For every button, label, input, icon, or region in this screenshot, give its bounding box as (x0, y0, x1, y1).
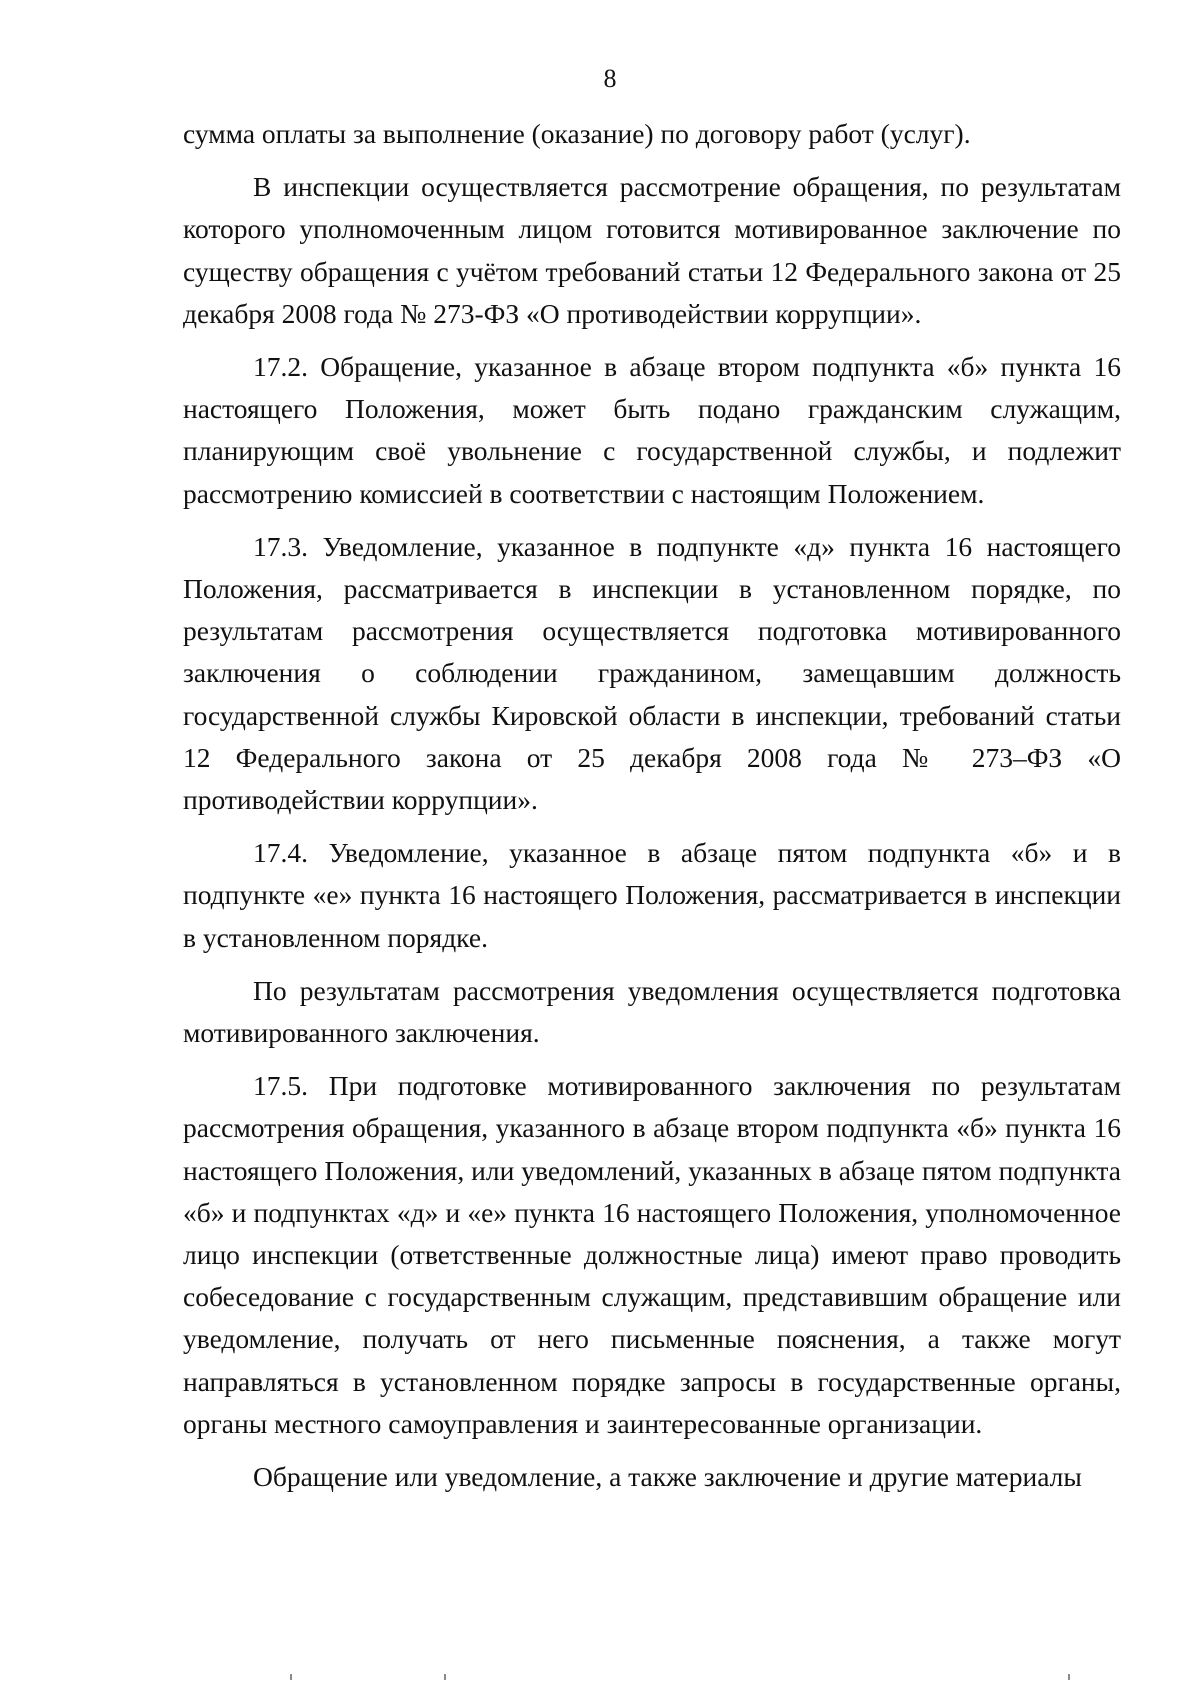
scan-artifact (290, 1674, 292, 1680)
paragraph-review-results: По результатам рассмотрения уведомления осуществляется подготовка мотивированного заключения. (183, 974, 1121, 1049)
scan-bottom-edge (0, 1660, 1200, 1694)
paragraph-17-5: 17.5. При подготовке мотивированного заключения по результатам рассмотрения обращения, указанного в абзаце втором подпункта «б» пункта 16 настоящего Положения, или уведомлений, указанных в абзаце пятом подпункта «б» и подпунктах «д» и «е» пункта 16 настоящего Положения, уполномоченное лицо инспекции (ответственные должностные лица) имеют право проводить собеседование с государственным служащим, представившим обращение или уведомление, получать от него письменные пояснения, а также могут направляться в установленном порядке запросы в государственные органы, органы местного самоуправления и заинтересованные организации. (183, 1070, 1121, 1439)
document-body (183, 113, 1121, 1498)
paragraph-17-3: 17.3. Уведомление, указанное в подпункте «д» пункта 16 настоящего Положения, рассматривается в инспекции в установленном порядке, по результатам рассмотрения осуществляется подготовка мотивированного заключения о соблюдении гражданином, замещавшим должность государственной службы Кировской области в инспекции, требований статьи 12 Федерального закона от 25 декабря 2008 года № 273–ФЗ «О противодействии коррупции». (183, 530, 1121, 816)
paragraph-inspection-review: В инспекции осуществляется рассмотрение обращения, по результатам которого уполномоченным лицом готовится мотивированное заключение по существу обращения с учётом требований статьи 12 Федерального закона от 25 декабря 2008 года № 273-ФЗ «О противодействии коррупции». (183, 171, 1121, 329)
paragraph-17-2: 17.2. Обращение, указанное в абзаце втором подпункта «б» пункта 16 настоящего Положения, может быть подано гражданским служащим, планирующим своё увольнение с государственной службы, и подлежит рассмотрению комиссией в соответствии с настоящим Положением. (183, 351, 1121, 509)
paragraph-payment-sum: сумма оплаты за выполнение (оказание) по договору работ (услуг). (183, 118, 971, 149)
scan-artifact (444, 1674, 446, 1680)
paragraph-materials: Обращение или уведомление, а также заключение и другие материалы (253, 1461, 1082, 1493)
page-number: 8 (603, 64, 617, 93)
paragraph-17-4: 17.4. Уведомление, указанное в абзаце пятом подпункта «б» и в подпункте «е» пункта 16 настоящего Положения, рассматривается в инспекции в установленном порядке. (183, 837, 1121, 953)
scan-artifact (1068, 1674, 1070, 1680)
